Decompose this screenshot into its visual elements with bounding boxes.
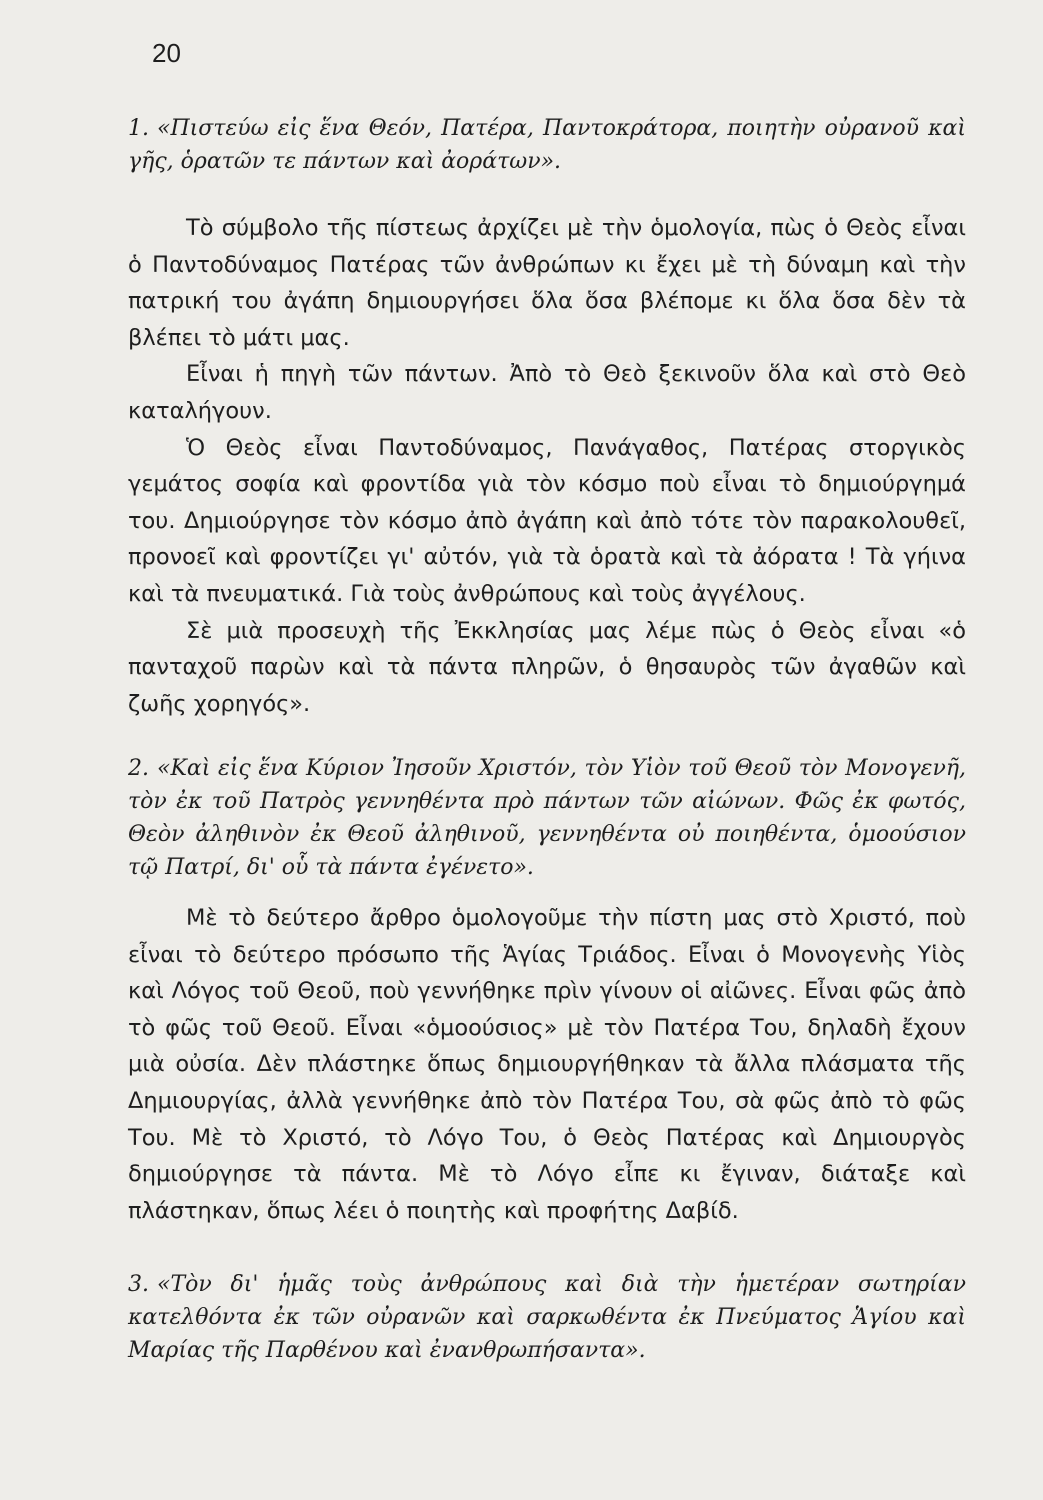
creed-text: «Πιστεύω εἰς ἕνα Θεόν, Πατέρα, Παντοκράτορα, ποιητὴν οὐρανοῦ καὶ γῆς, ὁρατῶν τε πάντων καὶ ἀοράτων». [128,116,966,174]
creed-article-2 [128,752,966,884]
paragraph: Μὲ τὸ δεύτερο ἄρθρο ὁμολογοῦμε τὴν πίστη μας στὸ Χριστό, ποὺ εἶναι τὸ δεύτερο πρόσωπο τῆς Ἁγίας Τριάδος. Εἶναι ὁ Μονογενὴς Υἱὸς καὶ Λόγος τοῦ Θεοῦ, ποὺ γεννήθηκε πρὶν γίνουν οἱ αἰῶνες. Εἶναι φῶς ἀπὸ τὸ φῶς τοῦ Θεοῦ. Εἶναι «ὁμοούσιος» μὲ τὸν Πατέρα Του, δηλαδὴ ἔχουν μιὰ οὐσία. Δὲν πλάστηκε ὅπως δημιουργήθηκαν τὰ ἄλλα πλάσματα τῆς Δημιουργίας, ἀλλὰ γεννήθηκε ἀπὸ τὸν Πατέρα Του, σὰ φῶς ἀπὸ τὸ φῶς Του. Μὲ τὸ Χριστό, τὸ Λόγο Του, ὁ Θεὸς Πατέρας καὶ Δημιουργὸς δημιούργησε τὰ πάντα. Μὲ τὸ Λόγο εἶπε κι ἔγιναν, διάταξε καὶ πλάστηκαν, ὅπως λέει ὁ ποιητὴς καὶ προφήτης Δαβίδ. [128,905,966,1224]
commentary-2 [128,900,966,1229]
commentary-1 [128,210,966,722]
article-number: 2. [128,756,149,781]
creed-article-1 [128,112,966,178]
section-1 [128,112,966,178]
page-number: 20 [152,38,181,68]
section-2 [128,752,966,884]
section-3 [128,1268,966,1367]
article-number: 3. [128,1272,149,1297]
paragraph: Τὸ σύμβολο τῆς πίστεως ἀρχίζει μὲ τὴν ὁμολογία, πὼς ὁ Θεὸς εἶναι ὁ Παντοδύναμος Πατέρας τῶν ἀνθρώπων κι ἔχει μὲ τὴ δύναμη καὶ τὴν πατρική του ἀγάπη δημιουργήσει ὅλα ὅσα βλέπομε κι ὅλα ὅσα δὲν τὰ βλέπει τὸ μάτι μας. [128,215,966,351]
paragraph: Σὲ μιὰ προσευχὴ τῆς Ἐκκλησίας μας λέμε πὼς ὁ Θεὸς εἶναι «ὁ πανταχοῦ παρὼν καὶ τὰ πάντα πληρῶν, ὁ θησαυρὸς τῶν ἀγαθῶν καὶ ζωῆς χορηγός». [128,617,966,717]
creed-article-3 [128,1268,966,1367]
paragraph: Εἶναι ἡ πηγὴ τῶν πάντων. Ἀπὸ τὸ Θεὸ ξεκινοῦν ὅλα καὶ στὸ Θεὸ καταλήγουν. [128,361,966,424]
paragraph: Ὁ Θεὸς εἶναι Παντοδύναμος, Πανάγαθος, Πατέρας στοργικὸς γεμάτος σοφία καὶ φροντίδα γιὰ τὸν κόσμο ποὺ εἶναι τὸ δημιούργημά του. Δημιούργησε τὸν κόσμο ἀπὸ ἀγάπη καὶ ἀπὸ τότε τὸν παρακολουθεῖ, προνοεῖ καὶ φροντίζει γι' αὐτόν, γιὰ τὰ ὁρατὰ καὶ τὰ ἀόρατα ! Τὰ γήινα καὶ τὰ πνευματικά. Γιὰ τοὺς ἀνθρώπους καὶ τοὺς ἀγγέλους. [128,434,966,607]
creed-text: «Τὸν δι' ἡμᾶς τοὺς ἀνθρώπους καὶ διὰ τὴν ἡμετέραν σωτηρίαν κατελθόντα ἐκ τῶν οὐρανῶν καὶ σαρκωθέντα ἐκ Πνεύματος Ἁγίου καὶ Μαρίας τῆς Παρθένου καὶ ἐνανθρωπήσαντα». [128,1272,966,1363]
creed-text: «Καὶ εἰς ἕνα Κύριον Ἰησοῦν Χριστόν, τὸν Υἱὸν τοῦ Θεοῦ τὸν Μονογενῆ, τὸν ἐκ τοῦ Πατρὸς γεννηθέντα πρὸ πάντων τῶν αἰώνων. Φῶς ἐκ φωτός, Θεὸν ἀληθινὸν ἐκ Θεοῦ ἀληθινοῦ, γεννηθέντα οὐ ποιηθέντα, ὁμοούσιον τῷ Πατρί, δι' οὗ τὰ πάντα ἐγένετο». [128,756,966,880]
article-number: 1. [128,116,149,141]
